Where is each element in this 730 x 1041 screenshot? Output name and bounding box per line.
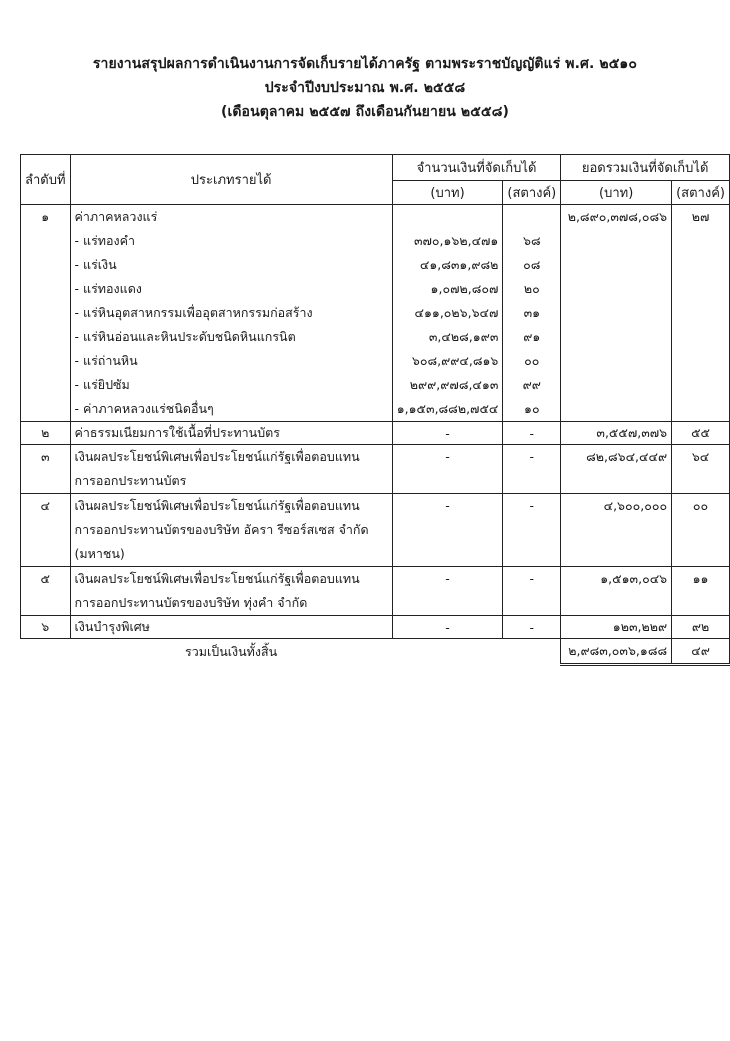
grand-total-spacer xyxy=(21,639,71,665)
header-cumulative-satang: (สตางค์) xyxy=(672,181,730,205)
row-type-label xyxy=(70,445,392,494)
row-type-line: การออกประทานบัตรของบริษัท อัครา รีซอร์สเซส จำกัด xyxy=(74,522,369,537)
sub-item-label: - ค่าภาคหลวงแร่ชนิดอื่นๆ xyxy=(70,397,392,422)
table-row xyxy=(21,616,730,639)
header-collected-baht: (บาท) xyxy=(392,181,503,205)
sub-item-label: - แร่หินอ่อนและหินประดับชนิดหินแกรนิต xyxy=(70,325,392,349)
row-satang: - xyxy=(503,422,561,445)
sub-item-label: - แร่หินอุตสาหกรรมเพื่ออุตสาหกรรมก่อสร้าง xyxy=(70,301,392,325)
row-type-line: การออกประทานบัตรของบริษัท ทุ่งคำ จำกัด xyxy=(74,595,308,610)
row-total-baht: ๑๒๓,๒๒๙ xyxy=(561,616,672,639)
row-satang: - xyxy=(503,494,561,567)
row-type-line: การออกประทานบัตร xyxy=(74,473,187,488)
grand-total-baht: ๒,๙๘๓,๐๓๖,๑๘๘ xyxy=(561,639,672,665)
row-type-label xyxy=(70,494,392,567)
sub-item-label: - แร่ทองคำ xyxy=(70,229,392,253)
row-baht: - xyxy=(392,445,503,494)
row-total-baht: ๑,๕๑๓,๐๔๖ xyxy=(561,567,672,616)
row-seq: ๕ xyxy=(21,567,71,616)
header-collected: จำนวนเงินที่จัดเก็บได้ xyxy=(392,155,561,181)
header-seq: ลำดับที่ xyxy=(21,155,71,205)
row-total-satang: ๙๒ xyxy=(672,616,730,639)
header-cumulative: ยอดรวมเงินที่จัดเก็บได้ xyxy=(561,155,730,181)
grand-total-label: รวมเป็นเงินทั้งสิ้น xyxy=(185,643,278,659)
row-total-baht: ๓,๕๕๗,๓๗๖ xyxy=(561,422,672,445)
sub-item-satang: ๐๘ xyxy=(503,253,561,277)
sub-item-baht: ๑,๐๗๒,๘๐๗ xyxy=(392,277,503,301)
title-line-2: ประจำปีงบประมาณ พ.ศ. ๒๕๕๘ xyxy=(264,80,466,96)
row-satang: - xyxy=(503,616,561,639)
row-baht: - xyxy=(392,422,503,445)
sub-item-baht: ๓,๔๒๘,๑๙๓ xyxy=(392,325,503,349)
table-row xyxy=(21,567,730,616)
table-row xyxy=(21,494,730,567)
sub-item-baht: ๔๑๑,๐๒๖,๖๔๗ xyxy=(392,301,503,325)
grand-total-spacer xyxy=(392,639,503,665)
sub-item-satang: ๑๐ xyxy=(503,397,561,422)
row-satang xyxy=(503,205,561,230)
row-type-label: ค่าธรรมเนียมการใช้เนื้อที่ประทานบัตร xyxy=(70,422,392,445)
row-baht: - xyxy=(392,616,503,639)
title-line-1: รายงานสรุปผลการดำเนินงานการจัดเก็บรายได้ภาครัฐ ตามพระราชบัญญัติแร่ พ.ศ. ๒๕๑๐ xyxy=(92,56,638,72)
row-satang: - xyxy=(503,567,561,616)
row-total-satang: ๑๑ xyxy=(672,567,730,616)
report-title xyxy=(0,52,730,124)
row-type-line: เงินผลประโยชน์พิเศษเพื่อประโยชน์แก่รัฐเพื่อตอบแทน xyxy=(74,449,360,464)
row-type-label: ค่าภาคหลวงแร่ xyxy=(70,205,392,230)
header-type: ประเภทรายได้ xyxy=(70,155,392,205)
row-baht xyxy=(392,205,503,230)
row-seq: ๑ xyxy=(21,205,71,422)
grand-total-spacer xyxy=(503,639,561,665)
sub-item-satang: ๒๐ xyxy=(503,277,561,301)
title-line-3: (เดือนตุลาคม ๒๕๕๗ ถึงเดือนกันยายน ๒๕๕๘) xyxy=(220,104,510,120)
row-baht: - xyxy=(392,494,503,567)
row-total-satang: ๒๗ xyxy=(672,205,730,422)
table-row xyxy=(21,205,730,230)
row-total-satang: ๖๔ xyxy=(672,445,730,494)
row-type-line: เงินผลประโยชน์พิเศษเพื่อประโยชน์แก่รัฐเพื่อตอบแทน xyxy=(74,498,360,513)
sub-item-satang: ๓๑ xyxy=(503,301,561,325)
row-total-satang: ๕๕ xyxy=(672,422,730,445)
row-satang: - xyxy=(503,445,561,494)
header-cumulative-baht: (บาท) xyxy=(561,181,672,205)
row-seq: ๖ xyxy=(21,616,71,639)
row-type-line: (มหาชน) xyxy=(74,546,125,561)
sub-item-label: - แร่เงิน xyxy=(70,253,392,277)
sub-item-satang: ๐๐ xyxy=(503,349,561,373)
grand-total-satang: ๔๙ xyxy=(672,639,730,665)
row-total-baht: ๒,๘๙๐,๓๗๘,๐๘๖ xyxy=(561,205,672,422)
row-seq: ๒ xyxy=(21,422,71,445)
row-baht: - xyxy=(392,567,503,616)
table-row xyxy=(21,445,730,494)
sub-item-baht: ๔๑,๘๓๑,๙๘๒ xyxy=(392,253,503,277)
sub-item-label: - แร่ทองแดง xyxy=(70,277,392,301)
row-type-line: เงินผลประโยชน์พิเศษเพื่อประโยชน์แก่รัฐเพื่อตอบแทน xyxy=(74,571,360,586)
row-type-label xyxy=(70,567,392,616)
table-row xyxy=(21,422,730,445)
row-type-label: เงินบำรุงพิเศษ xyxy=(70,616,392,639)
sub-item-baht: ๓๗๐,๑๖๒,๔๗๑ xyxy=(392,229,503,253)
row-total-satang: ๐๐ xyxy=(672,494,730,567)
row-seq: ๓ xyxy=(21,445,71,494)
grand-total-row xyxy=(21,639,730,665)
sub-item-satang: ๙๑ xyxy=(503,325,561,349)
sub-item-satang: ๖๘ xyxy=(503,229,561,253)
row-seq: ๔ xyxy=(21,494,71,567)
sub-item-baht: ๒๙๙,๙๗๘,๔๑๓ xyxy=(392,373,503,397)
row-total-baht: ๔,๖๐๐,๐๐๐ xyxy=(561,494,672,567)
row-total-baht: ๘๒,๘๖๔,๔๔๙ xyxy=(561,445,672,494)
header-collected-satang: (สตางค์) xyxy=(503,181,561,205)
sub-item-baht: ๖๐๘,๙๙๔,๘๑๖ xyxy=(392,349,503,373)
sub-item-satang: ๙๙ xyxy=(503,373,561,397)
sub-item-baht: ๑,๑๕๓,๘๘๒,๗๕๔ xyxy=(392,397,503,422)
revenue-table xyxy=(20,154,730,666)
sub-item-label: - แร่ถ่านหิน xyxy=(70,349,392,373)
sub-item-label: - แร่ยิปซัม xyxy=(70,373,392,397)
